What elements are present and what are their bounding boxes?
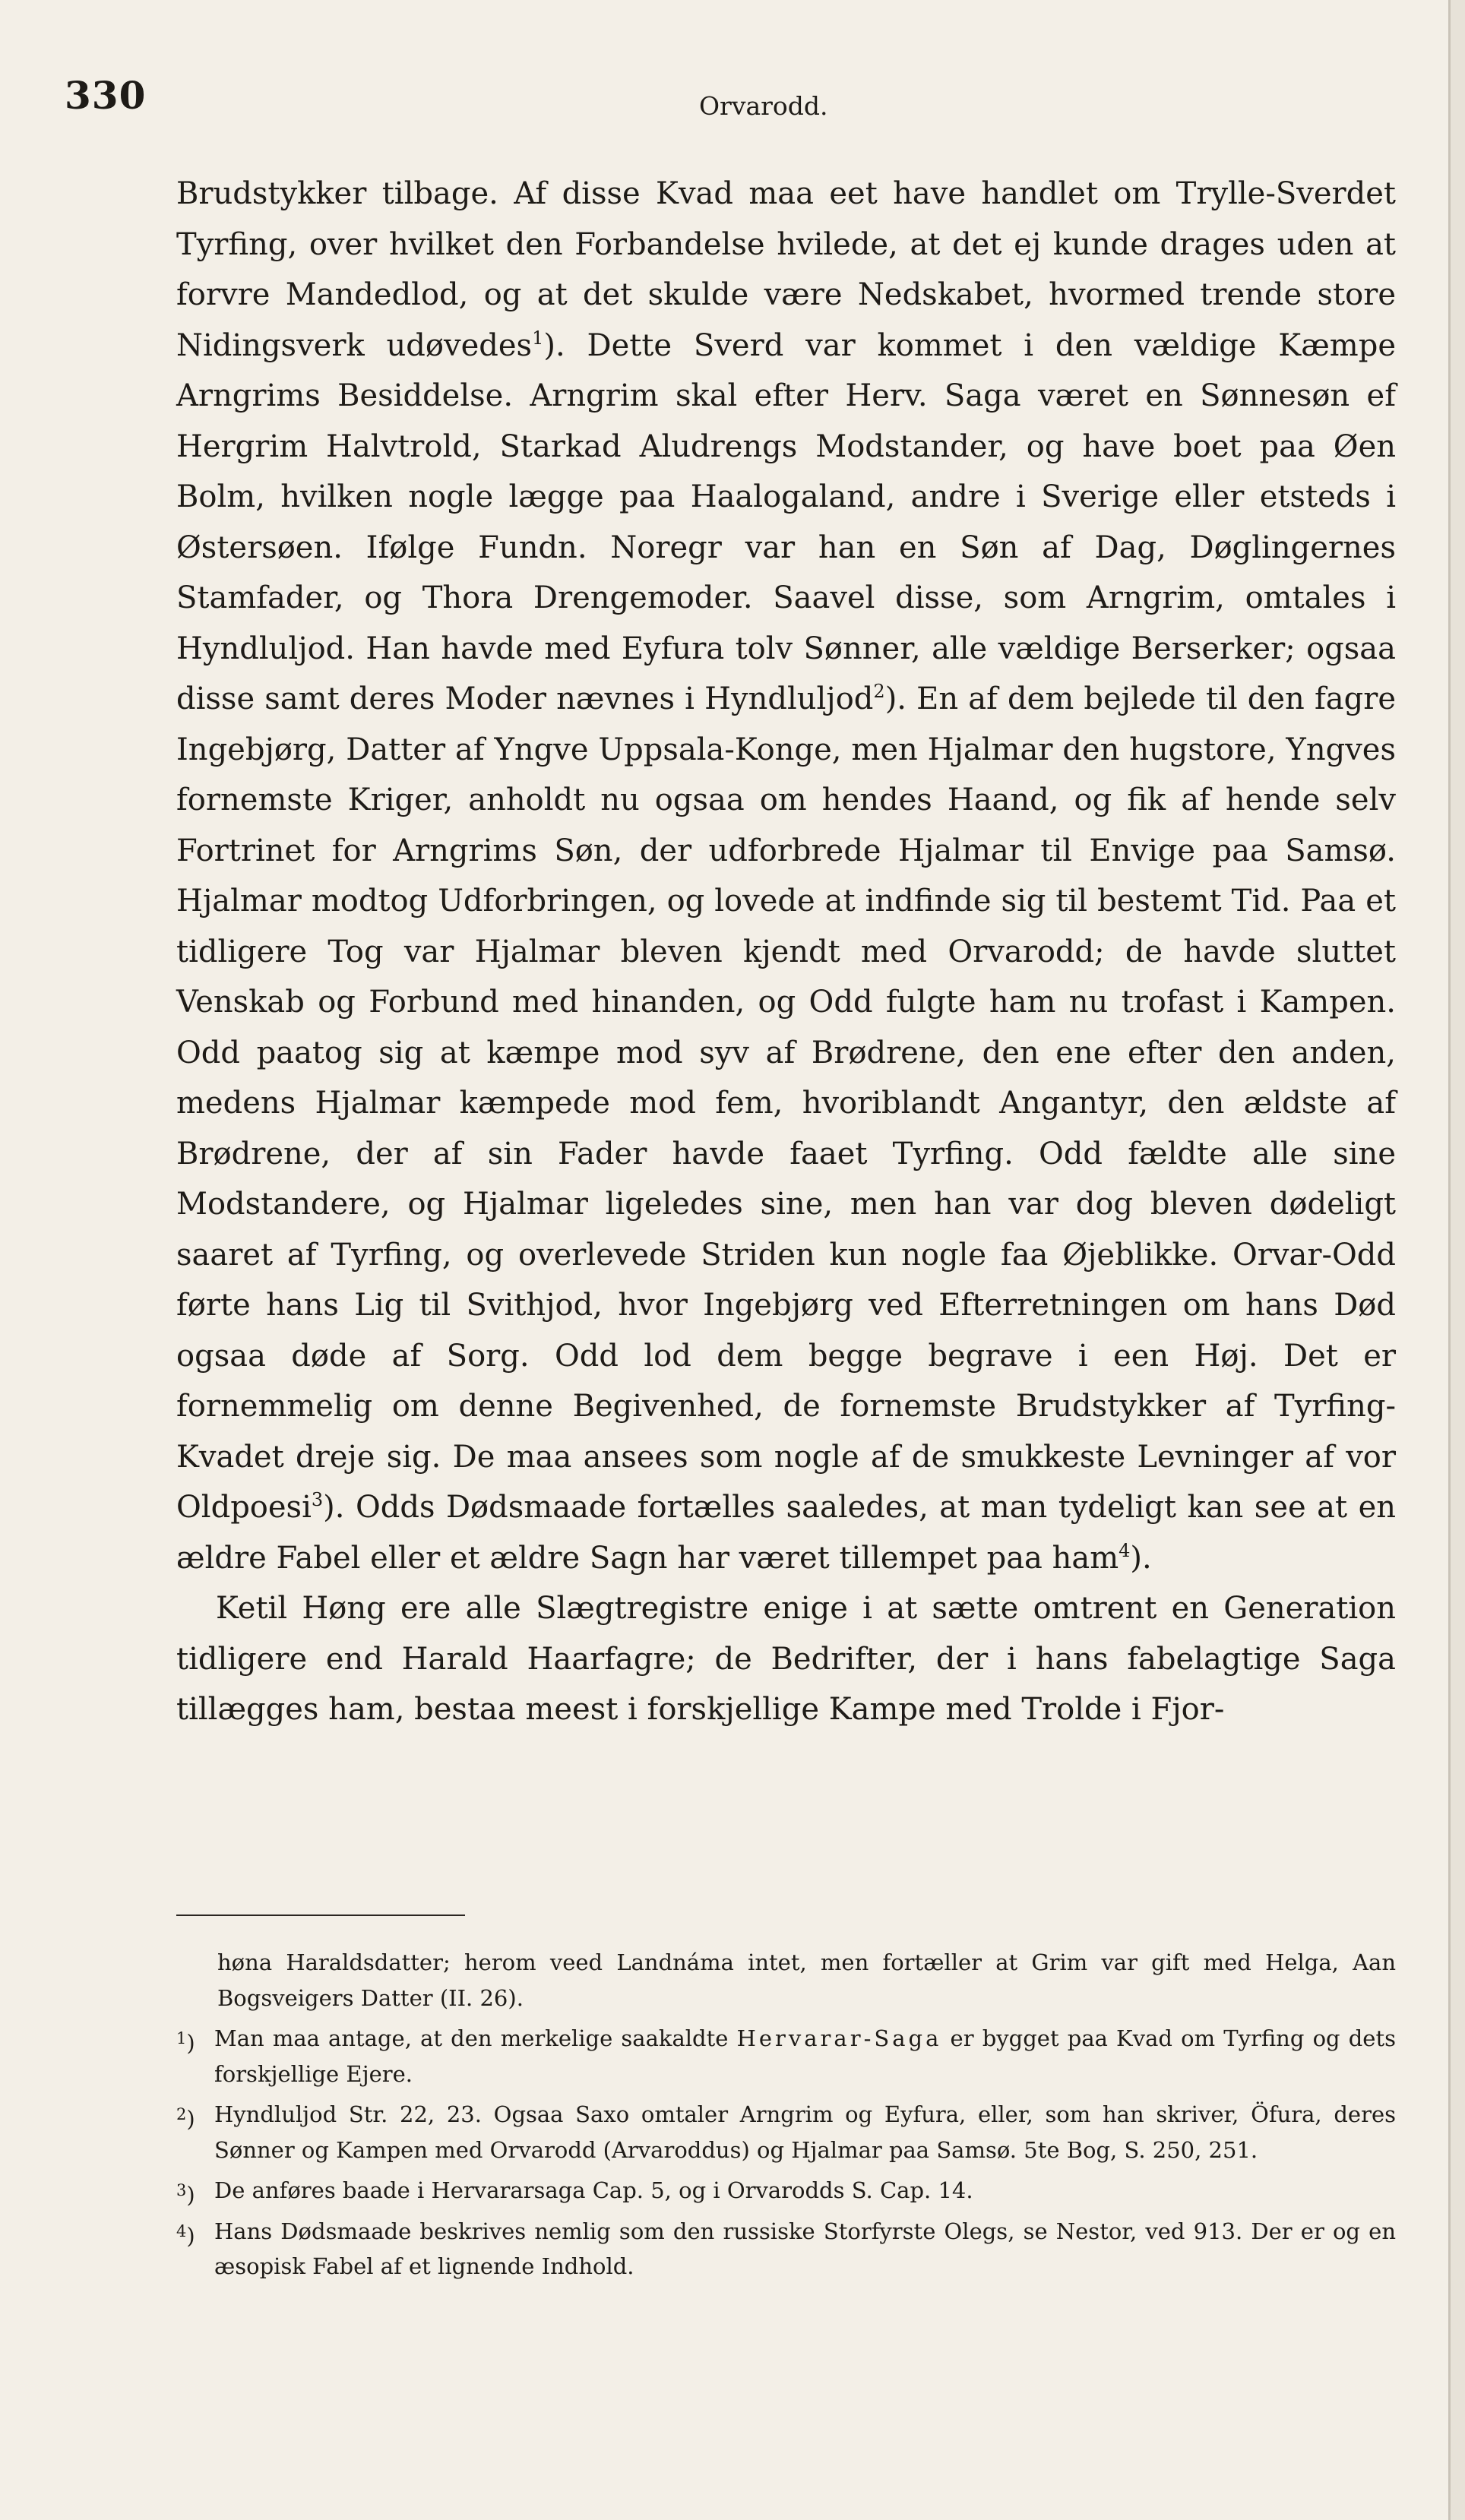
paragraph-1-text-b: ). Dette Sverd var kommet i den vældige Kæmpe Arngrims Besiddelse. Arngrim skal efter Herv. Saga været en Sønnesøn ef Hergrim Halvtrold, Starkad Aludrengs Modstander, og have boet paa Øen Bolm, hvilken nogle lægge paa Haalogaland, andre i Sverige eller etsteds i Østersøen. Ifølge Fundn. Noregr var han en Søn af Dag, Døglingernes Stamfader, og Thora Drengemoder. Saavel disse, som Arngrim, omtales i Hyndluljod. Han havde med Eyfura tolv Sønner, alle vældige Berserker; ogsaa disse samt deres Moder nævnes i Hyndluljod <box>176 327 1396 716</box>
footnote-divider <box>176 1915 465 1916</box>
paragraph-1-text-a: Brudstykker tilbage. Af disse Kvad maa eet have handlet om Trylle-Sverdet Tyrfing, over hvilket den Forbandelse hvilede, at det ej kunde drages uden at forvre Mandedlod, og at det skulde være Nedskabet, hvormed trende store Nidingsverk udøvedes <box>176 176 1396 363</box>
footnote-1-marker: $^1$) <box>176 2029 195 2056</box>
paragraph-1-text-d: ). Odds Dødsmaade fortælles saaledes, at man tydeligt kan see at en ældre Fabel eller et ældre Sagn har været tillempet paa ham <box>176 1490 1396 1576</box>
footnotes <box>176 1945 1396 2290</box>
footnote-3-text: De anføres baade i Hervararsaga Cap. 5, og i Orvarodds S. Cap. 14. <box>214 2177 973 2203</box>
footnote-2 <box>176 2097 1396 2167</box>
footnote-ref-2[interactable]: 2 <box>873 681 885 702</box>
footnote-2-text: Hyndluljod Str. 22, 23. Ogsaa Saxo omtaler Arngrim og Eyfura, eller, som han skriver, Öfura, deres Sønner og Kampen med Orvarodd (Arvaroddus) og Hjalmar paa Samsø. 5te Bog, S. 250, 251. <box>214 2101 1396 2163</box>
paragraph-1-text-e: ). <box>1130 1540 1152 1576</box>
footnote-continued: høna Haraldsdatter; herom veed Landnáma intet, men fortæller at Grim var gift med Helga, Aan Bogsveigers Datter (II. 26). <box>217 1949 1396 2011</box>
main-text <box>176 169 1396 1735</box>
page-number: 330 <box>65 73 147 118</box>
footnote-4-text: Hans Dødsmaade beskrives nemlig som den russiske Storfyrste Olegs, se Nestor, ved 913. Der er og en æsopisk Fabel af et lignende Indhold. <box>214 2218 1396 2279</box>
footnote-4 <box>176 2214 1396 2284</box>
footnote-1-spaced-title: Hervarar-Saga <box>736 2025 942 2051</box>
footnote-1-text-b: er bygget paa Kvad om Tyrfing og dets forskjellige Ejere. <box>214 2025 1397 2087</box>
footnote-4-marker: $^4$) <box>176 2221 195 2249</box>
page-header <box>0 0 1444 152</box>
footnote-3-marker: $^3$) <box>176 2181 195 2208</box>
running-title: Orvarodd. <box>699 91 828 121</box>
footnote-ref-1[interactable]: 1 <box>532 327 544 349</box>
paragraph-1 <box>176 169 1396 1583</box>
paragraph-2: Ketil Høng ere alle Slægtregistre enige i at sætte omtrent en Generation tidligere end Harald Haarfagre; de Bedrifter, der i hans fabelagtige Saga tillægges ham, bestaa meest i forskjellige Kampe med Trolde i Fjor- <box>176 1591 1396 1727</box>
footnote-2-marker: $^2$) <box>176 2105 195 2132</box>
page-edge-shadow <box>1451 0 1465 2520</box>
footnote-ref-3[interactable]: 3 <box>311 1489 324 1510</box>
footnote-1 <box>176 2021 1396 2092</box>
footnote-ref-4[interactable]: 4 <box>1119 1539 1131 1561</box>
paragraph-1-text-c: ). En af dem bejlede til den fagre Ingebjørg, Datter af Yngve Uppsala-Konge, men Hjalmar den hugstore, Yngves fornemste Kriger, anholdt nu ogsaa om hendes Haand, og fik af hende selv Fortrinet for Arngrims Søn, der udforbrede Hjalmar til Envige paa Samsø. Hjalmar modtog Udforbringen, og lovede at indfinde sig til bestemt Tid. Paa et tidligere Tog var Hjalmar bleven kjendt med Orvarodd; de havde sluttet Venskab og Forbund med hinanden, og Odd fulgte ham nu trofast i Kampen. Odd paatog sig at kæmpe mod syv af Brødrene, den ene efter den anden, medens Hjalmar kæmpede mod fem, hvoriblandt Angantyr, den ældste af Brødrene, der af sin Fader havde faaet Tyrfing. Odd fældte alle sine Modstandere, og Hjalmar ligeledes sine, men han var dog bleven dødeligt saaret af Tyrfing, og overlevede Striden kun nogle faa Øjeblikke. Orvar-Odd førte hans Lig til Svithjod, hvor Ingebjørg ved Efterretningen om hans Død ogsaa døde af Sorg. Odd lod dem begge begrave i een Høj. Det er fornemmelig om denne Begivenhed, de fornemste Brudstykker af Tyrfing-Kvadet dreje sig. De maa ansees som nogle af de smukkeste Levninger af vor Oldpoesi <box>176 681 1396 1525</box>
footnote-1-text-a: Man maa antage, at den merkelige saakaldte <box>214 2025 737 2051</box>
footnote-3 <box>176 2173 1396 2209</box>
